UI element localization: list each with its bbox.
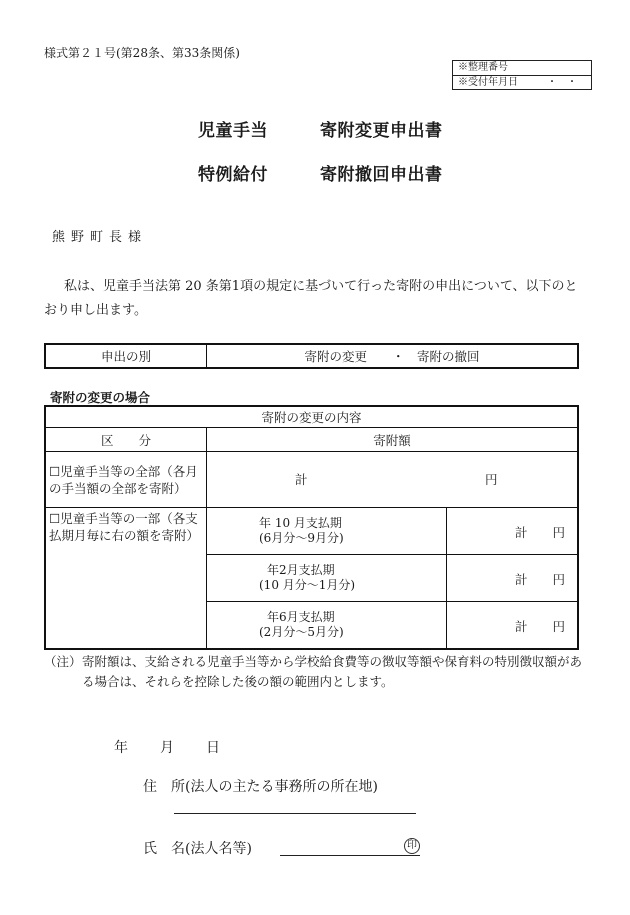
note-label: （注） — [44, 654, 82, 669]
management-number-label: ※整理番号 — [458, 62, 508, 73]
option-all-checkbox[interactable]: ☐児童手当等の全部（各月の手当額の全部を寄附） — [45, 452, 207, 508]
title-special-benefit: 特例給付 — [198, 165, 268, 185]
period-amount[interactable] — [447, 555, 579, 602]
address-label: 住 所(法人の主たる事務所の所在地) — [143, 779, 378, 795]
date-day: 日 — [206, 740, 220, 756]
request-type-options[interactable]: 寄附の変更 ・ 寄附の撤回 — [207, 344, 579, 368]
period-name: 年2月支払期 — [267, 563, 335, 577]
period-yen-label: 円 — [552, 619, 565, 634]
title-change-request: 寄附変更申出書 — [320, 121, 443, 141]
period-name: 年 10 月支払期 — [259, 516, 342, 530]
reception-date-label: ※受付年月日 — [458, 77, 518, 88]
period-name: 年6月支払期 — [267, 609, 335, 624]
donation-change-table — [44, 405, 579, 650]
title-withdrawal-request: 寄附撤回申出書 — [320, 165, 443, 185]
period-total-label: 計 — [515, 525, 528, 540]
management-number-row — [453, 61, 591, 75]
change-table-title: 寄附の変更の内容 — [45, 406, 578, 428]
period-yen-label: 円 — [552, 572, 565, 587]
period-row — [207, 508, 447, 555]
period-row — [207, 555, 447, 602]
period-row — [207, 602, 447, 649]
period-amount[interactable] — [447, 602, 579, 649]
period-total-label: 計 — [515, 572, 528, 587]
option-all-yen-label: 円 — [485, 472, 498, 487]
category-header: 区 分 — [45, 428, 207, 452]
period-yen-label: 円 — [552, 525, 565, 540]
option-all-total-label: 計 — [295, 472, 308, 487]
name-label: 氏 名(法人名等) — [143, 841, 252, 857]
declaration-text: 私は、児童手当法第 20 条第1項の規定に基づいて行った寄附の申出について、以下のとおり申し出ます。 — [44, 279, 578, 318]
title-child-allowance: 児童手当 — [198, 121, 268, 141]
note-text: 寄附額は、支給される児童手当等から学校給食費等の徴収等額や保育料の特別徴収額がある場合は、それらを控除した後の額の範囲内とします。 — [82, 654, 583, 689]
seal-icon: 印 — [404, 838, 420, 854]
request-type-table — [44, 343, 579, 369]
period-total-label: 計 — [515, 619, 528, 634]
change-section-heading: 寄附の変更の場合 — [50, 390, 151, 405]
amount-header: 寄附額 — [207, 428, 579, 452]
form-number: 様式第２１号(第28条、第33条関係) — [44, 46, 240, 60]
period-range: (10 月分～1月分) — [259, 578, 356, 592]
period-amount[interactable] — [447, 508, 579, 555]
reception-date-dots: ・ ・ — [547, 77, 577, 88]
reception-date-row — [453, 75, 591, 89]
address-input-line[interactable] — [174, 813, 416, 814]
addressee: 熊野町長様 — [52, 230, 148, 245]
date-month: 月 — [160, 740, 174, 756]
management-box — [452, 60, 592, 90]
name-input-line[interactable] — [280, 855, 420, 856]
date-year: 年 — [114, 740, 128, 756]
period-range: (6月分～9月分) — [259, 531, 344, 545]
period-range: (2月分～5月分) — [259, 624, 344, 639]
option-part-checkbox[interactable]: ☐児童手当等の一部（各支払期月毎に右の額を寄附） — [45, 508, 207, 649]
option-all-amount[interactable] — [207, 452, 579, 508]
request-type-label: 申出の別 — [45, 344, 207, 368]
